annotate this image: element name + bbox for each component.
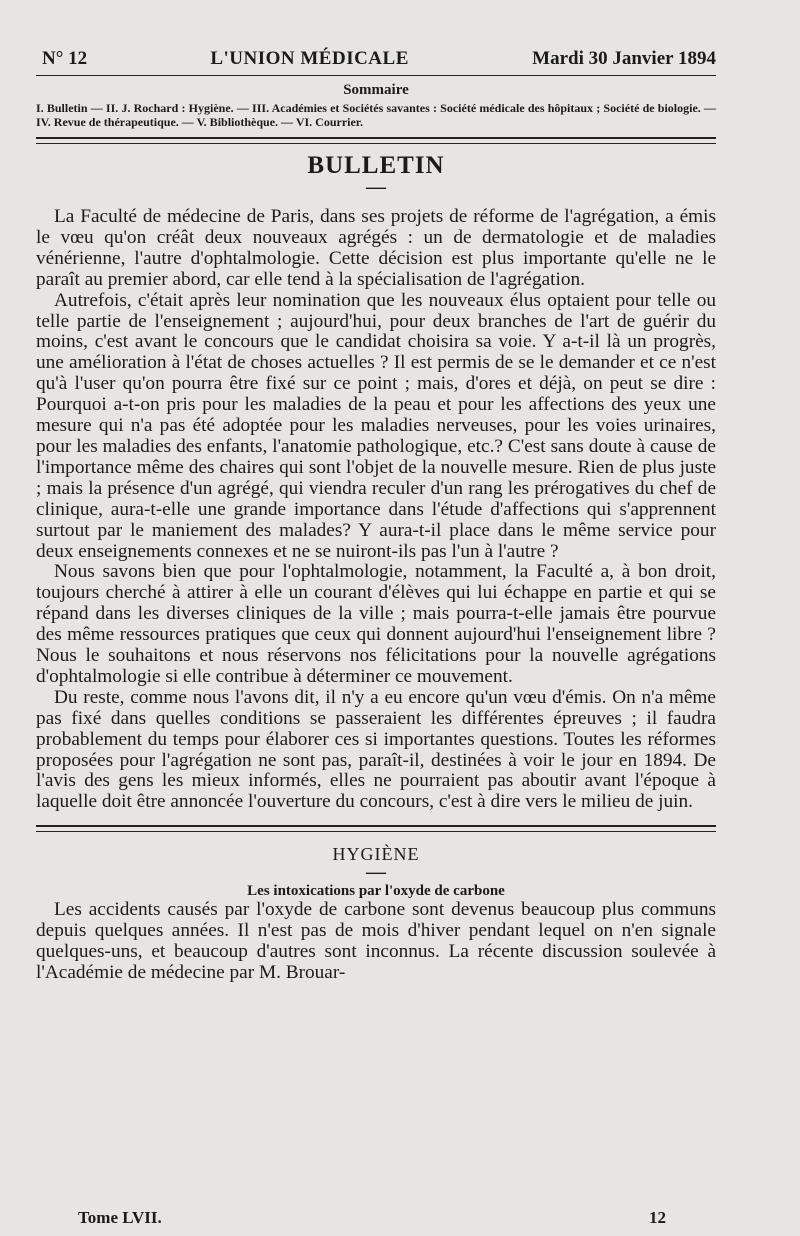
header-rule xyxy=(36,75,716,76)
sommaire-heading: Sommaire xyxy=(343,82,409,98)
title-dash: — xyxy=(366,861,386,884)
sommaire-divider xyxy=(36,137,716,144)
hygiene-subtitle: Les intoxications par l'oxyde de carbone xyxy=(247,883,505,900)
title-dash: — xyxy=(366,176,386,198)
bulletin-paragraph: Autrefois, c'était après leur nomination que les nouveaux élus optaient pour telle ou telle partie de l'enseignement ; aujourd'hui, pour deux branches de l'art de guérir du moins, c'est avant le concours que le candidat choisira sa voie. Y a-t-il là un progrès, une amélioration à l'état de choses actuelles ? Il est permis de se le demander et ce n'est qu'à l'user qu'on pourra être fixé sur ce point ; mais, d'ores et déjà, on peut se dire : Pourquoi a-t-on pris pour les maladies de la peau et pour les affections des yeux une mesure qui n'a pas été adoptée pour les maladies nerveuses, pour les voies urinaires, pour les maladies des enfants, l'anatomie pathologique, etc.? C'est sans doute à cause de l'importance même des chaires qui sont l'objet de la nouvelle mesure. Rien de plus juste ; mais la présence d'un agrégé, qui viendra reculer d'un rang les prérogatives du chef de clinique, aura-t-elle une grande importance dans l'étude d'affections qui s'apprennent surtout par le maniement des malades? Y aura-t-il place dans le même service pour deux enseignements connexes et ne se nuiront-ils pas l'un à l'autre ? xyxy=(36,289,716,562)
journal-title: L'UNION MÉDICALE xyxy=(210,48,409,69)
bulletin-paragraph: Du reste, comme nous l'avons dit, il n'y a eu encore qu'un vœu d'émis. On n'a même pas fixé dans quelles conditions se passeraient les différentes épreuves ; il faudra probablement du temps pour élaborer ces si importantes questions. Toutes les réformes proposées pour l'agrégation ne sont pas, paraît-il, destinées à voir le jour en 1894. De l'avis des gens les mieux informés, elles ne pourraient pas aboutir avant l'époque à laquelle doit être annoncée l'ouverture du concours, c'est à dire vers le milieu de juin. xyxy=(36,686,716,813)
hygiene-body xyxy=(36,900,716,984)
sommaire-text: I. Bulletin — II. J. Rochard : Hygiène. — III. Académies et Sociétés savantes : Société médicale des hôpitaux ; Société de biologie. — IV. Revue de thérapeutique. — V. Bibliothèque. — VI. Courrier. xyxy=(36,101,716,129)
page-footer xyxy=(78,1208,666,1228)
section-divider xyxy=(36,825,716,832)
issue-number: N° 12 xyxy=(42,48,88,69)
bulletin-title: BULLETIN xyxy=(307,152,445,179)
issue-date: Mardi 30 Janvier 1894 xyxy=(532,48,716,69)
hygiene-title: HYGIÈNE xyxy=(332,844,420,865)
page-number: 12 xyxy=(649,1208,666,1227)
tome-label: Tome LVII. xyxy=(78,1208,162,1227)
bulletin-body xyxy=(36,207,716,813)
page-header xyxy=(42,48,716,70)
bulletin-paragraph: Nous savons bien que pour l'ophtalmologie, notamment, la Faculté a, à bon droit, toujours cherché à attirer à elle un courant d'élèves qui lui échappe en partie et qui se répand dans les diverses cliniques de la ville ; mais pourra-t-elle jamais être pourvue des même ressources pratiques que ceux qui donnent aujourd'hui l'enseignement libre ? Nous le souhaitons et nous réservons nos félicitations pour la nouvelle agrégations d'ophtalmologie si elle contribue à déterminer ce mouvement. xyxy=(36,561,716,687)
bulletin-paragraph: La Faculté de médecine de Paris, dans ses projets de réforme de l'agrégation, a émis le vœu qu'on créât deux nouveaux agrégés : un de dermatologie et de maladies vénérienne, l'autre d'ophtalmologie. Cette décision est plus importante qu'elle ne le paraît au premier abord, car elle tend à la spécialisation de l'agrégation. xyxy=(36,206,716,290)
hygiene-paragraph: Les accidents causés par l'oxyde de carbone sont devenus beaucoup plus communs depuis quelques années. Il n'est pas de mois d'hiver pendant lequel on n'en signale quelques-uns, et beaucoup d'autres sont inconnus. La récente discussion soulevée à l'Académie de médecine par M. Brouar- xyxy=(36,899,716,983)
